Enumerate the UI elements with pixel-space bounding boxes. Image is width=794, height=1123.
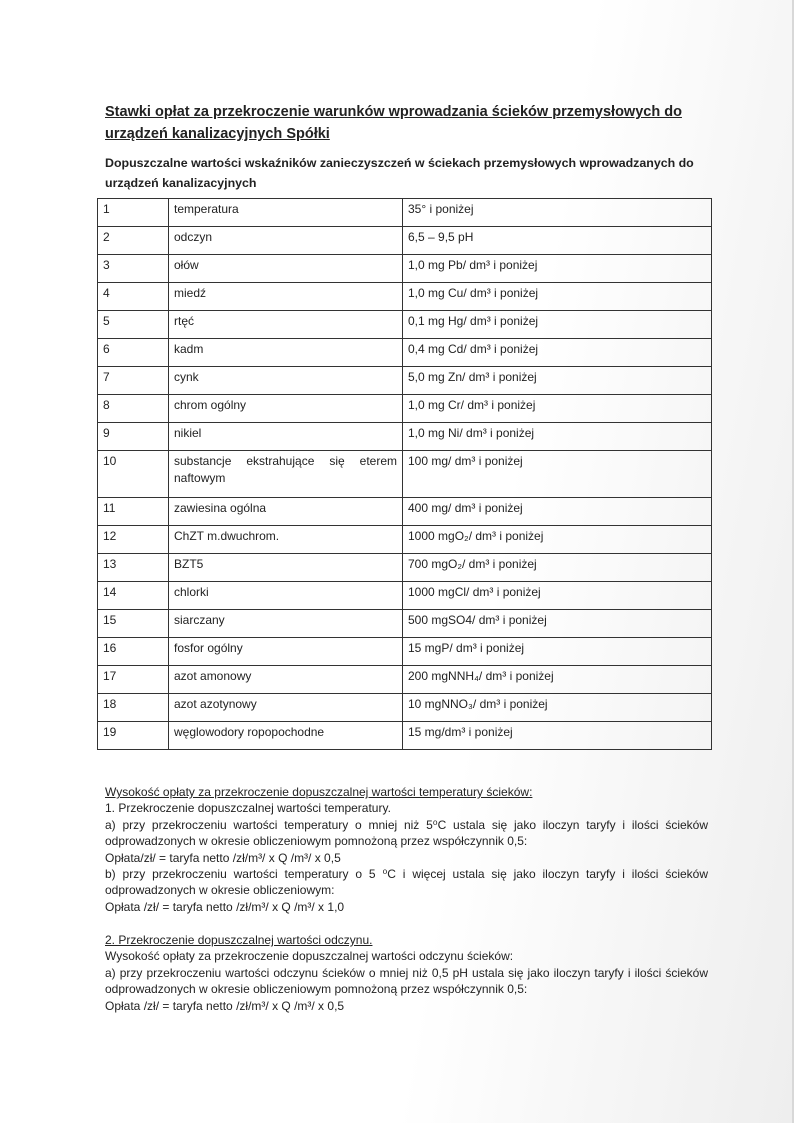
table-row <box>98 638 712 666</box>
pollutant-name: ołów <box>169 255 403 283</box>
row-number: 17 <box>98 666 169 694</box>
pollutant-name: kadm <box>169 339 403 367</box>
limit-value: 1,0 mg Cr/ dm³ i poniżej <box>403 395 712 423</box>
table-row <box>98 311 712 339</box>
pollutant-name: węglowodory ropopochodne <box>169 722 403 750</box>
row-number: 9 <box>98 423 169 451</box>
pollutant-name: ChZT m.dwuchrom. <box>169 526 403 554</box>
pollutant-name: rtęć <box>169 311 403 339</box>
row-number: 16 <box>98 638 169 666</box>
table-row <box>98 423 712 451</box>
section-1-heading: Wysokość opłaty za przekroczenie dopuszczalnej wartości temperatury ścieków: <box>105 785 533 799</box>
limit-value: 700 mgO₂/ dm³ i poniżej <box>403 554 712 582</box>
pollutant-name: azot amonowy <box>169 666 403 694</box>
limit-value: 1,0 mg Ni/ dm³ i poniżej <box>403 423 712 451</box>
row-number: 11 <box>98 498 169 526</box>
row-number: 18 <box>98 694 169 722</box>
row-number: 6 <box>98 339 169 367</box>
limit-value: 1000 mgCl/ dm³ i poniżej <box>403 582 712 610</box>
table-caption: Dopuszczalne wartości wskaźników zanieczyszczeń w ściekach przemysłowych wprowadzanych do urządzeń kanalizacyjnych <box>105 156 694 190</box>
section-1-item-b: b) przy przekroczeniu wartości temperatury o 5 ⁰C i więcej ustala się jako iloczyn taryfy i ilości ścieków odprowadzonych w okresie obliczeniowym: <box>105 867 708 898</box>
limit-value: 100 mg/ dm³ i poniżej <box>403 451 712 498</box>
section-2 <box>105 932 708 1014</box>
row-number: 14 <box>98 582 169 610</box>
limit-value: 15 mgP/ dm³ i poniżej <box>403 638 712 666</box>
section-2-item-a: a) przy przekroczeniu wartości odczynu ścieków o mniej niż 0,5 pH ustala się jako iloczyn taryfy i ilości ścieków odprowadzonych w okresie obliczeniowym pomnożoną przez współczynnik 0,5: <box>105 965 708 997</box>
limit-value: 0,1 mg Hg/ dm³ i poniżej <box>403 311 712 339</box>
pollutant-name: chlorki <box>169 582 403 610</box>
table-row <box>98 367 712 395</box>
table-row <box>98 451 712 498</box>
table-row <box>98 283 712 311</box>
row-number: 15 <box>98 610 169 638</box>
table-row <box>98 339 712 367</box>
limit-value: 15 mg/dm³ i poniżej <box>403 722 712 750</box>
pollutant-limits-table <box>97 198 712 750</box>
pollutant-name: miedź <box>169 283 403 311</box>
row-number: 7 <box>98 367 169 395</box>
pollutant-name: azot azotynowy <box>169 694 403 722</box>
limit-value: 6,5 – 9,5 pH <box>403 227 712 255</box>
pollutant-name: chrom ogólny <box>169 395 403 423</box>
limit-value: 1,0 mg Pb/ dm³ i poniżej <box>403 255 712 283</box>
table-row <box>98 526 712 554</box>
section-2-heading: 2. Przekroczenie dopuszczalnej wartości odczynu. <box>105 933 373 947</box>
pollutant-name: odczyn <box>169 227 403 255</box>
section-2-intro: Wysokość opłaty za przekroczenie dopuszczalnej wartości odczynu ścieków: <box>105 949 514 964</box>
row-number: 2 <box>98 227 169 255</box>
section-1-item-a: a) przy przekroczeniu wartości temperatury o mniej niż 5⁰C ustala się jako iloczyn taryfy i ilości ścieków odprowadzonych w okresie obliczeniowym pomnożoną przez współczynnik 0,5: <box>105 817 708 849</box>
section-1-point: 1. Przekroczenie dopuszczalnej wartości temperatury. <box>105 801 391 816</box>
pollutant-name: BZT5 <box>169 554 403 582</box>
table-row <box>98 227 712 255</box>
table-row <box>98 554 712 582</box>
pollutant-name: fosfor ogólny <box>169 638 403 666</box>
limit-value: 35° i poniżej <box>403 199 712 227</box>
pollutant-name: cynk <box>169 367 403 395</box>
table-row <box>98 722 712 750</box>
table-row <box>98 395 712 423</box>
row-number: 10 <box>98 451 169 498</box>
limit-value: 500 mgSO4/ dm³ i poniżej <box>403 610 712 638</box>
limit-value: 1000 mgO₂/ dm³ i poniżej <box>403 526 712 554</box>
section-1-formula-a: Opłata/zł/ = taryfa netto /zł/m³/ x Q /m³/ x 0,5 <box>105 850 341 865</box>
table-row <box>98 582 712 610</box>
table-row <box>98 666 712 694</box>
pollutant-name: substancje ekstrahujące się eterem naftowym <box>169 451 403 498</box>
table-row <box>98 255 712 283</box>
row-number: 1 <box>98 199 169 227</box>
document-title: Stawki opłat za przekroczenie warunków wprowadzania ścieków przemysłowych do urządzeń kanalizacyjnych Spółki <box>105 104 682 142</box>
table-row <box>98 498 712 526</box>
table-row <box>98 610 712 638</box>
table-row <box>98 694 712 722</box>
limit-value: 0,4 mg Cd/ dm³ i poniżej <box>403 339 712 367</box>
section-1-formula-b: Opłata /zł/ = taryfa netto /zł/m³/ x Q /m³/ x 1,0 <box>105 899 345 914</box>
limit-value: 200 mgNNH₄/ dm³ i poniżej <box>403 666 712 694</box>
pollutant-name: nikiel <box>169 423 403 451</box>
row-number: 19 <box>98 722 169 750</box>
limit-value: 5,0 mg Zn/ dm³ i poniżej <box>403 367 712 395</box>
pollutant-name: siarczany <box>169 610 403 638</box>
section-1 <box>105 784 708 915</box>
row-number: 3 <box>98 255 169 283</box>
limit-value: 400 mg/ dm³ i poniżej <box>403 498 712 526</box>
limit-value: 10 mgNNO₃/ dm³ i poniżej <box>403 694 712 722</box>
row-number: 5 <box>98 311 169 339</box>
row-number: 8 <box>98 395 169 423</box>
pollutant-name: temperatura <box>169 199 403 227</box>
row-number: 4 <box>98 283 169 311</box>
row-number: 12 <box>98 526 169 554</box>
limit-value: 1,0 mg Cu/ dm³ i poniżej <box>403 283 712 311</box>
pollutant-name: zawiesina ogólna <box>169 498 403 526</box>
section-2-formula-a: Opłata /zł/ = taryfa netto /zł/m³/ x Q /m³/ x 0,5 <box>105 998 345 1013</box>
table-row <box>98 199 712 227</box>
row-number: 13 <box>98 554 169 582</box>
